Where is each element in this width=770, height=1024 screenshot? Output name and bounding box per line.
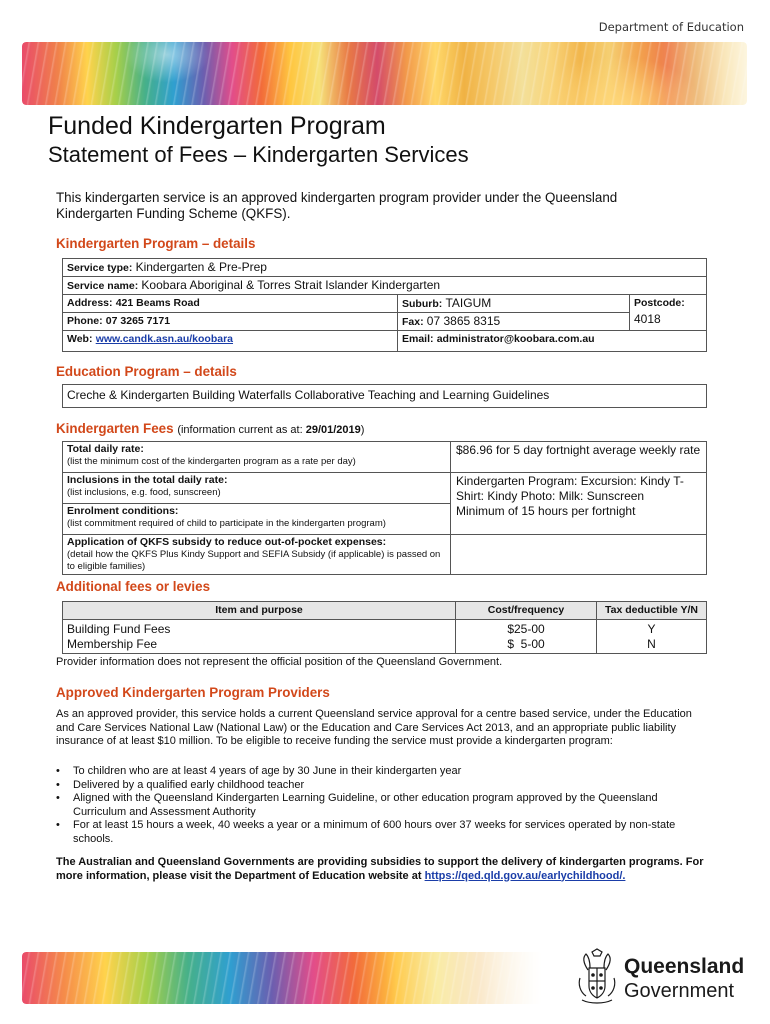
suburb-label: Suburb:	[402, 298, 443, 310]
fee-tax: N	[647, 637, 656, 651]
list-item	[56, 779, 706, 793]
service-type-value: Kindergarten & Pre-Prep	[135, 260, 267, 274]
service-name-value: Koobara Aboriginal & Torres Strait Islander Kindergarten	[141, 278, 441, 292]
total-daily-hint: (list the minimum cost of the kindergarten program as a rate per day)	[67, 456, 356, 467]
inclusions-enrolment-cell	[451, 473, 707, 535]
header-banner-texture	[22, 42, 747, 105]
bullet-icon: •	[56, 778, 60, 791]
enrolment-value: Minimum of 15 hours per fortnight	[456, 504, 636, 518]
column-header-item: Item and purpose	[63, 602, 456, 620]
address-label: Address:	[67, 297, 113, 309]
bullet-icon: •	[56, 792, 60, 804]
table-row	[63, 535, 707, 575]
list-item	[56, 765, 706, 779]
service-name-label: Service name:	[67, 280, 139, 292]
fees-heading	[56, 421, 364, 436]
fees-note	[177, 424, 364, 436]
education-program-heading: Education Program – details	[56, 364, 237, 379]
web-label: Web:	[67, 333, 93, 345]
table-row	[63, 331, 707, 352]
phone-value: 07 3265 7171	[105, 315, 171, 327]
bullet-text: To children who are at least 4 years of age by 30 June in their kindergarten year	[73, 765, 462, 777]
fee-item: Membership Fee	[67, 637, 158, 651]
inclusions-label: Inclusions in the total daily rate:	[67, 474, 228, 486]
fee-cost: $25-00	[507, 622, 545, 636]
bullet-text: Delivered by a qualified early childhood teacher	[73, 778, 305, 791]
providers-body: As an approved provider, this service holds a current Queensland service approval for a centre based service, under the Education and Care Services National Law (National Law) or the Education and Care Services Act 2013, and an appropriate public liability insurance of at least $10 million. To be eligible to receive funding the service must provide a kindergarten program:	[56, 708, 692, 747]
email-label: Email:	[402, 333, 434, 345]
table-row	[63, 277, 707, 295]
list-item	[56, 819, 706, 846]
table-row	[63, 385, 707, 408]
fee-item: Building Fund Fees	[67, 622, 171, 636]
closing-text	[56, 856, 706, 883]
table-header-row	[63, 602, 707, 620]
postcode-value: 4018	[634, 312, 661, 326]
bullet-text: For at least 15 hours a week, 40 weeks a year or a minimum of 600 hours over 37 weeks for services operated by non-state schools.	[73, 819, 676, 845]
postcode-label: Postcode:	[634, 297, 685, 309]
bullet-icon: •	[56, 819, 60, 831]
education-program-table	[62, 384, 707, 408]
email-value: administrator@koobara.com.au	[436, 333, 595, 345]
bullet-text: Aligned with the Queensland Kindergarten Learning Guideline, or other education program approved by the Queensland Curriculum and Assessment Authority	[73, 792, 658, 818]
page-subtitle: Statement of Fees – Kindergarten Services	[48, 142, 469, 167]
disclaimer: Provider information does not represent the official position of the Queensland Government.	[56, 656, 503, 668]
department-name: Department of Education	[598, 20, 744, 34]
table-row	[63, 620, 707, 654]
table-row	[63, 259, 707, 277]
education-program-value: Creche & Kindergarten Building Waterfalls Collaborative Teaching and Learning Guidelines	[63, 385, 707, 408]
queensland-crest-icon	[574, 948, 620, 1006]
fax-value: 07 3865 8315	[426, 314, 501, 328]
closing-statement: The Australian and Queensland Governments are providing subsidies to support the delivery of kindergarten programs. For more information, please visit the Department of Education website at	[56, 856, 704, 882]
service-type-label: Service type:	[67, 262, 133, 274]
additional-fees-heading: Additional fees or levies	[56, 579, 211, 594]
subsidy-value	[451, 535, 707, 575]
table-row	[63, 313, 707, 331]
total-daily-label: Total daily rate:	[67, 443, 144, 455]
suburb-value: TAIGUM	[445, 296, 492, 310]
address-value: 421 Beams Road	[115, 297, 200, 309]
providers-bullet-list	[56, 765, 706, 846]
additional-fees-table	[62, 601, 707, 654]
qld-logo-line2: Government	[624, 980, 735, 1002]
inclusions-hint: (list inclusions, e.g. food, sunscreen)	[67, 487, 221, 498]
fee-tax: Y	[647, 622, 656, 636]
fees-note-suffix: )	[360, 424, 365, 436]
program-details-table	[62, 258, 707, 352]
subsidy-hint: (detail how the QKFS Plus Kindy Support and SEFIA Subsidy (if applicable) is passed on to eligible families)	[67, 549, 441, 572]
subsidy-label: Application of QKFS subsidy to reduce out-of-pocket expenses:	[67, 536, 387, 548]
total-daily-value: $86.96 for 5 day fortnight average weekly rate	[451, 442, 707, 473]
list-item	[56, 792, 706, 819]
enrolment-label: Enrolment conditions:	[67, 505, 179, 517]
fees-note-date: 29/01/2019	[305, 424, 361, 436]
page-title: Funded Kindergarten Program	[48, 112, 386, 140]
table-row	[63, 295, 707, 313]
table-row	[63, 442, 707, 473]
phone-label: Phone:	[67, 315, 103, 327]
table-row	[63, 473, 707, 504]
column-header-cost: Cost/frequency	[456, 602, 597, 620]
column-header-tax: Tax deductible Y/N	[597, 602, 707, 620]
fees-table	[62, 441, 707, 575]
qld-logo-line1: Queensland	[624, 955, 745, 978]
footer-banner-texture	[22, 952, 542, 1004]
fees-note-prefix: (information current as at:	[177, 424, 303, 436]
web-link[interactable]: www.candk.asn.au/koobara	[95, 333, 234, 345]
providers-heading: Approved Kindergarten Program Providers	[56, 685, 330, 700]
earlychildhood-link[interactable]: https://qed.qld.gov.au/earlychildhood/.	[424, 869, 626, 882]
fee-cost: $ 5-00	[507, 637, 545, 651]
bullet-icon: •	[56, 765, 60, 777]
enrolment-hint: (list commitment required of child to participate in the kindergarten program)	[67, 518, 386, 529]
program-details-heading: Kindergarten Program – details	[56, 236, 256, 251]
intro-text: This kindergarten service is an approved kindergarten program provider under the Queensland Kindergarten Funding Scheme (QKFS).	[56, 190, 618, 221]
fees-heading-text: Kindergarten Fees	[56, 421, 174, 436]
fax-label: Fax:	[402, 316, 424, 328]
inclusions-value: Kindergarten Program: Excursion: Kindy T-Shirt: Kindy Photo: Milk: Sunscreen	[456, 474, 684, 503]
